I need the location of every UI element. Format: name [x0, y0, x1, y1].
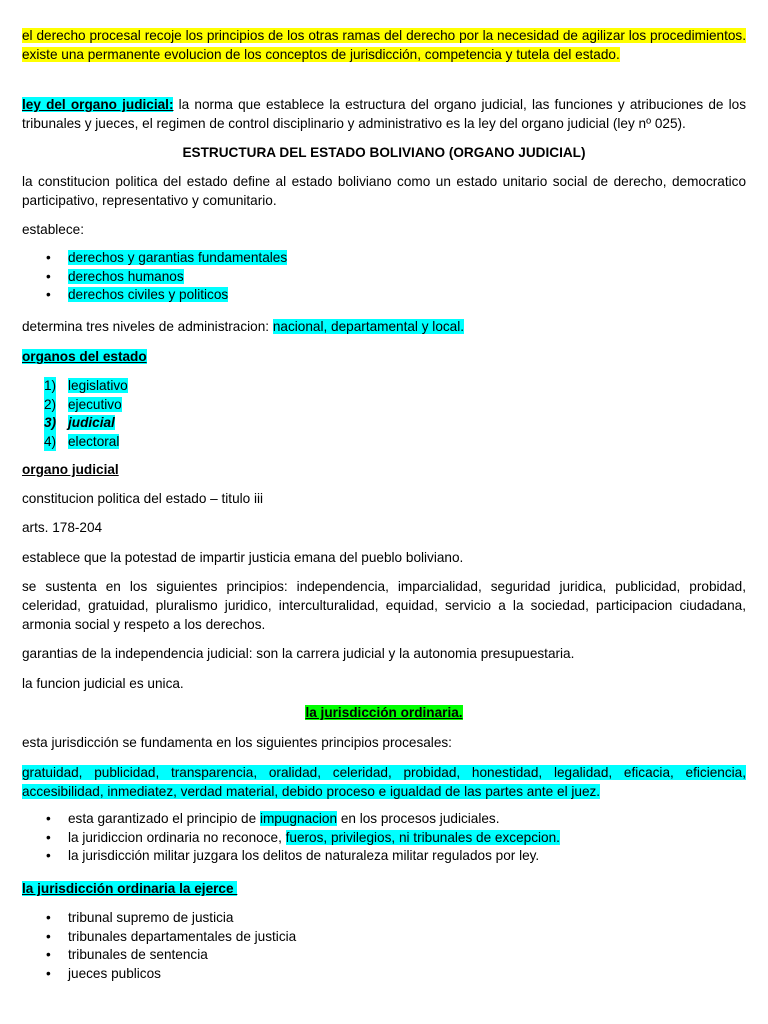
- bullet-icon: •: [46, 928, 51, 944]
- bullet-icon: •: [46, 829, 51, 845]
- derechos-list: [22, 249, 746, 305]
- organos-list: [22, 377, 746, 451]
- list-item: • jueces publicos: [22, 965, 746, 984]
- heading-estructura: ESTRUCTURA DEL ESTADO BOLIVIANO (ORGANO JUDICIAL): [182, 145, 586, 160]
- bullet-icon: •: [46, 965, 51, 981]
- garantias-line: garantias de la independencia judicial: son la carrera judicial y la autonomia presupuestaria.: [22, 646, 575, 661]
- list-item: 1) legislativo: [22, 377, 746, 396]
- jurisdiccion-principios: gratuidad, publicidad, transparencia, oralidad, celeridad, probidad, honestidad, legalidad, eficacia, eficiencia, accesibilidad, inmediatez, verdad material, debido proceso e igualdad de las partes ante el juez.: [22, 765, 746, 799]
- niveles-highlight: nacional, departamental y local.: [272, 319, 465, 334]
- list-item: • derechos humanos: [22, 268, 746, 287]
- list-item: • derechos civiles y politicos: [22, 286, 746, 305]
- bullet-icon: •: [46, 947, 51, 962]
- ejerce-list: [22, 909, 746, 983]
- list-item: • la juridiccion ordinaria no reconoce, fueros, privilegios, ni tribunales de excepcion.: [22, 829, 746, 848]
- arts-line: arts. 178-204: [22, 520, 103, 535]
- list-item: 4) electoral: [22, 433, 746, 452]
- intro-paragraph: [22, 26, 746, 64]
- ley-text: la norma que establece la estructura del organo judicial, las funciones y atribuciones de los tribunales y jueces, el regimen de control disciplinario y administrativo es la ley del organo judicial (ley nº 025).: [22, 97, 747, 131]
- establece-label: establece:: [22, 222, 84, 237]
- principios-paragraph: se sustenta en los siguientes principios: independencia, imparcialidad, seguridad juridica, publicidad, probidad, celeridad, gratuidad, pluralismo juridico, interculturalidad, equidad, servicio a la sociedad, participacion ciudadana, armonia social y respeto a los derechos.: [22, 579, 746, 632]
- ejerce-heading: la jurisdicción ordinaria la ejerce: [22, 881, 238, 896]
- potestad-line: establece que la potestad de impartir justicia emana del pueblo boliviano.: [22, 550, 464, 565]
- bullet-icon: •: [46, 287, 51, 302]
- bullet-icon: •: [46, 250, 51, 265]
- bullet-icon: •: [46, 910, 51, 925]
- list-item: • tribunal supremo de justicia: [22, 909, 746, 928]
- organos-heading: organos del estado: [22, 349, 147, 364]
- list-item: 3) judicial: [22, 414, 746, 433]
- list-item: • la jurisdicción militar juzgara los delitos de naturaleza militar regulados por ley.: [22, 847, 746, 866]
- list-item: • esta garantizado el principio de impugnacion en los procesos judiciales.: [22, 810, 746, 829]
- bullet-icon: •: [46, 848, 51, 863]
- list-item: 2) ejecutivo: [22, 396, 746, 415]
- bullet-icon: •: [46, 268, 51, 284]
- ley-term: ley del organo judicial:: [22, 97, 174, 112]
- constitucion-paragraph: la constitucion politica del estado define al estado boliviano como un estado unitario social de derecho, democratico participativo, representativo y comunitario.: [22, 174, 746, 208]
- bullet-icon: •: [46, 811, 51, 826]
- niveles-paragraph: determina tres niveles de administracion: nacional, departamental y local.: [22, 319, 465, 334]
- ley-paragraph: [22, 95, 746, 133]
- jurisdiccion-heading: la jurisdicción ordinaria.: [305, 705, 463, 720]
- intro-text: el derecho procesal recoje los principios de los otras ramas del derecho por la necesidad de agilizar los procedimientos. existe una permanente evolucion de los conceptos de jurisdicción, competencia y tutela del estado.: [22, 28, 746, 62]
- list-item: • derechos y garantias fundamentales: [22, 249, 746, 268]
- jurisdiccion-intro: esta jurisdicción se fundamenta en los siguientes principios procesales:: [22, 735, 452, 750]
- list-item: • tribunales de sentencia: [22, 946, 746, 965]
- titulo-line: constitucion politica del estado – titulo iii: [22, 491, 264, 506]
- jurisdiccion-bullets: [22, 810, 746, 866]
- organo-judicial-heading: organo judicial: [22, 462, 119, 477]
- funcion-line: la funcion judicial es unica.: [22, 676, 184, 691]
- list-item: • tribunales departamentales de justicia: [22, 928, 746, 947]
